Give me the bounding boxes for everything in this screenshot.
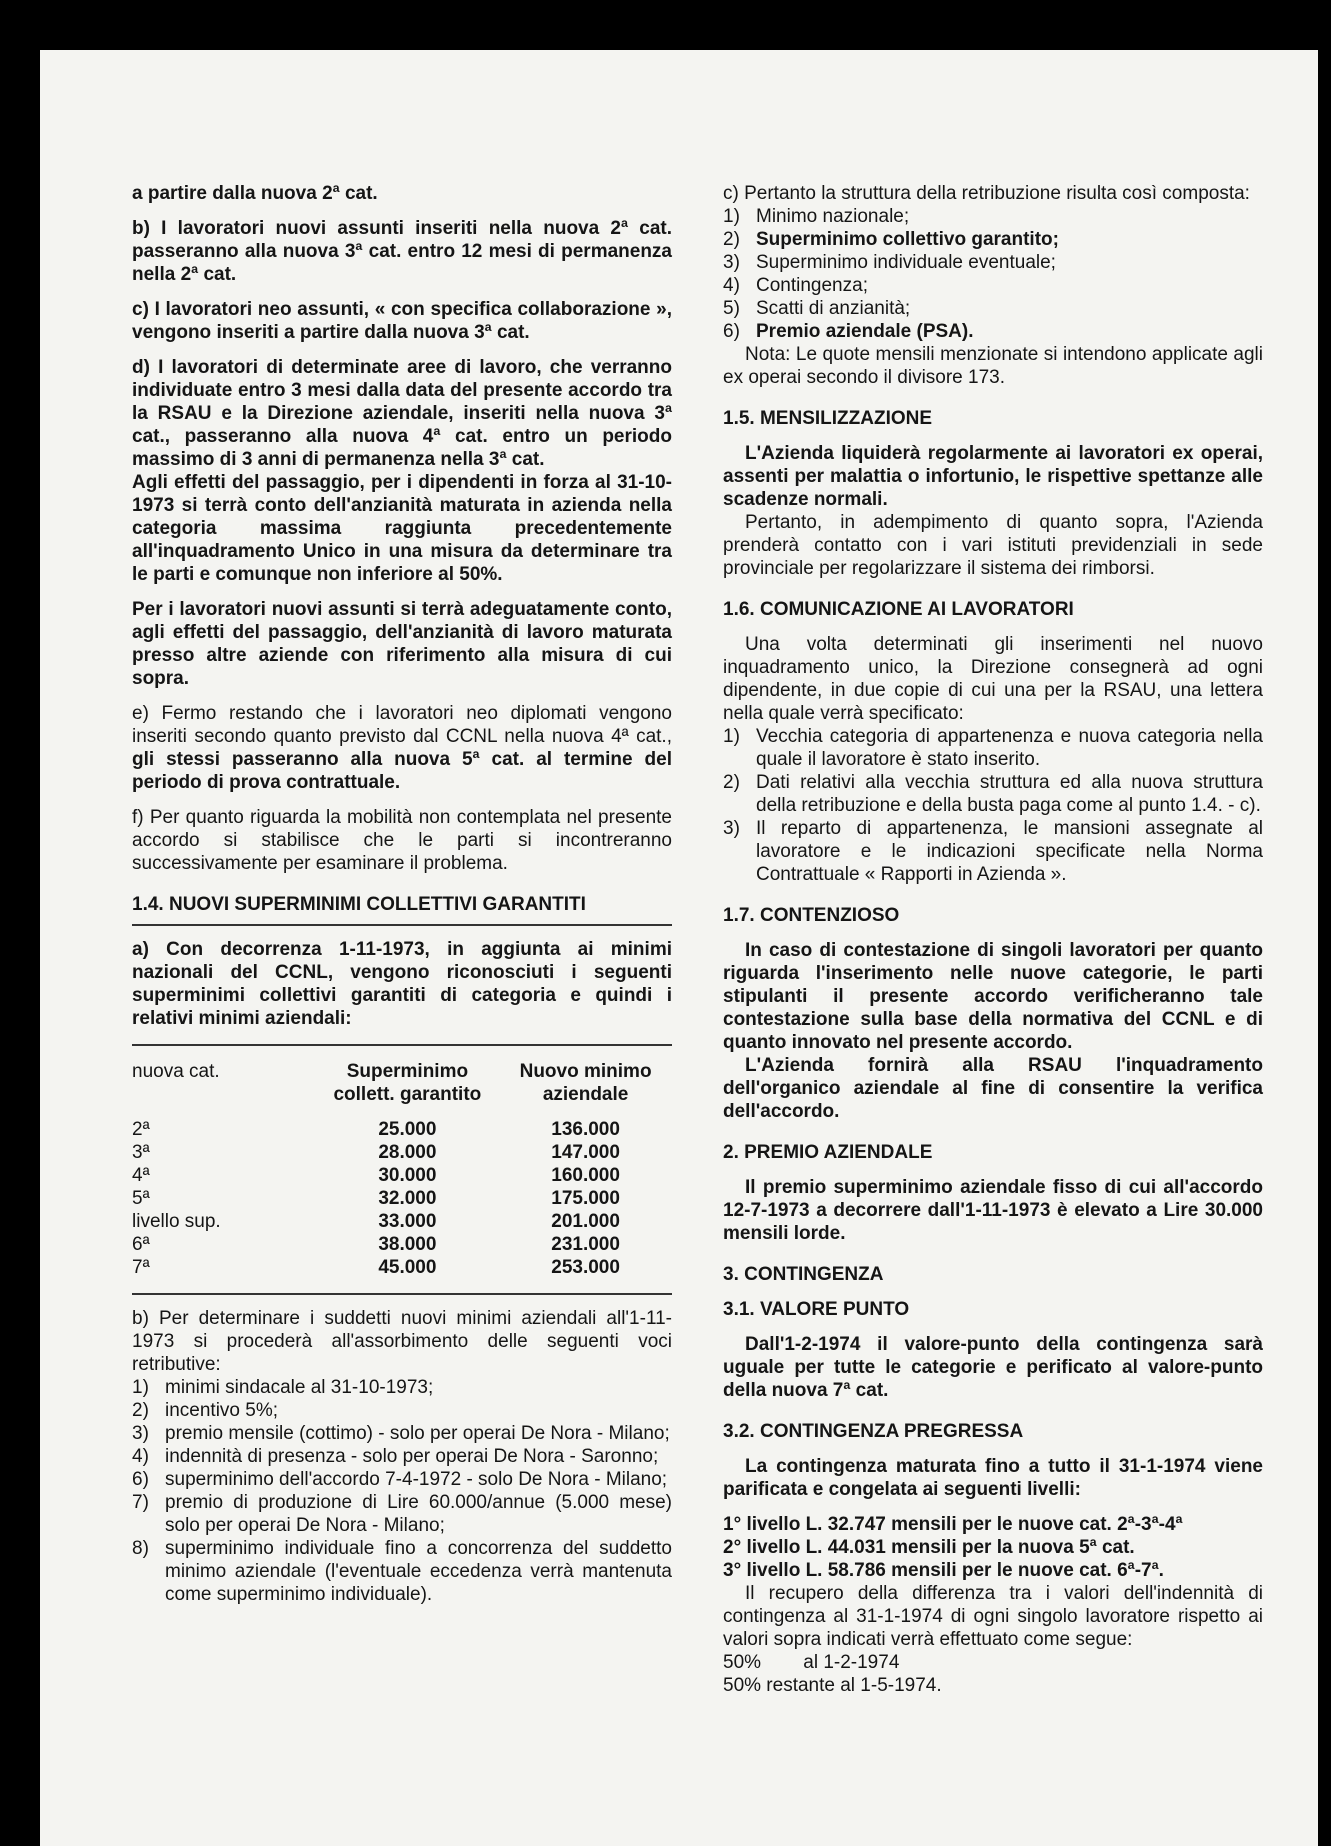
list-number: 1) — [723, 206, 740, 227]
list-item — [723, 251, 1263, 274]
list-item — [723, 274, 1263, 297]
list-text: premio di produzione di Lire 60.000/annue (5.000 mese) solo per operai De Nora - Milano; — [165, 1492, 672, 1536]
list-number: 4) — [723, 275, 740, 296]
left-p5: Agli effetti del passaggio, per i dipendenti in forza al 31-10-1973 si terrà conto dell'anzianità maturata in azienda nella categoria massima raggiunta precedentemente all'inquadramento Unico in una misura da determinare tra le parti e comunque non inferiore al 50%. — [132, 472, 672, 585]
list-text: superminimo dell'accordo 7-4-1972 - solo De Nora - Milano; — [165, 1469, 668, 1490]
comunicazione-list — [723, 725, 1263, 886]
right-p9: Dall'1-2-1974 il valore-punto della contingenza sarà uguale per tutte le categorie e perificato al valore-punto della nuova 7ª cat. — [723, 1334, 1263, 1401]
list-number: 3) — [723, 818, 740, 839]
list-text: Dati relativi alla vecchia struttura ed alla nuova struttura della retribuzione e della busta paga come al punto 1.4. - c). — [756, 772, 1263, 816]
list-text: indennità di presenza - solo per operai De Nora - Saronno; — [165, 1446, 659, 1467]
cell-superminimo: 25.000 — [378, 1119, 437, 1140]
cell-superminimo: 32.000 — [378, 1188, 437, 1209]
left-column — [132, 182, 672, 1606]
table-row — [132, 1210, 672, 1233]
list-number: 1) — [723, 726, 740, 747]
cell-cat: 3ª — [132, 1142, 150, 1163]
heading-3-2: 3.2. CONTINGENZA PREGRESSA — [723, 1421, 1024, 1442]
cell-minimo: 201.000 — [551, 1211, 620, 1232]
list-item — [723, 817, 1263, 886]
right-p8: Il premio superminimo aziendale fisso di cui all'accordo 12-7-1973 a decorrere dall'1-11-1973 è elevato a Lire 30.000 mensili lorde. — [723, 1177, 1263, 1244]
cell-cat: 6ª — [132, 1234, 150, 1255]
list-item — [132, 1445, 672, 1468]
cell-superminimo: 45.000 — [378, 1257, 437, 1278]
left-p3: c) I lavoratori neo assunti, « con specifica collaborazione », vengono inseriti a partire dalla nuova 3ª cat. — [132, 299, 672, 343]
list-item — [132, 1537, 672, 1606]
table-row — [132, 1164, 672, 1187]
heading-1-5: 1.5. MENSILIZZAZIONE — [723, 408, 933, 429]
list-number: 8) — [132, 1538, 149, 1559]
list-number: 2) — [132, 1400, 149, 1421]
left-p10: b) Per determinare i suddetti nuovi minimi aziendali all'1-11-1973 si procederà all'assorbimento delle seguenti voci retributive: — [132, 1308, 672, 1375]
cell-cat: 2ª — [132, 1119, 150, 1140]
heading-2: 2. PREMIO AZIENDALE — [723, 1142, 933, 1163]
list-item — [723, 320, 1263, 343]
table-row — [132, 1233, 672, 1256]
list-number: 2) — [723, 772, 740, 793]
cell-minimo: 136.000 — [551, 1119, 620, 1140]
list-item — [132, 1468, 672, 1491]
cell-minimo: 253.000 — [551, 1257, 620, 1278]
left-p7-a: e) Fermo restando che i lavoratori neo diplomati vengono inseriti secondo quanto previsto dal CCNL nella nuova 4ª cat., — [132, 703, 672, 747]
right-p11: Il recupero della differenza tra i valori dell'indennità di contingenza al 31-1-1974 di ogni singolo lavoratore rispetto ai valori sopra indicati verrà effettuato come segue: — [723, 1583, 1263, 1650]
assorbimento-list — [132, 1376, 672, 1606]
list-item — [723, 228, 1263, 251]
right-p4: Pertanto, in adempimento di quanto sopra, l'Azienda prenderà contatto con i vari istituti previdenziali in sede provinciale per regolarizzare il sistema dei rimborsi. — [723, 512, 1263, 579]
list-number: 2) — [723, 229, 740, 250]
list-text: Premio aziendale (PSA). — [756, 321, 974, 342]
struttura-list — [723, 205, 1263, 343]
cell-minimo: 175.000 — [551, 1188, 620, 1209]
col-header-minimo: Nuovo minimo aziendale — [519, 1061, 652, 1105]
cell-minimo: 147.000 — [551, 1142, 620, 1163]
list-text: Superminimo collettivo garantito; — [756, 229, 1059, 250]
heading-3-1: 3.1. VALORE PUNTO — [723, 1299, 910, 1320]
list-item — [723, 771, 1263, 817]
list-text: Vecchia categoria di appartenenza e nuova categoria nella quale il lavoratore è stato inserito. — [756, 726, 1263, 770]
recupero-1: 50% al 1-2-1974 — [723, 1652, 900, 1673]
table-bottom-rule — [132, 1293, 672, 1295]
right-p7: L'Azienda fornirà alla RSAU l'inquadramento dell'organico aziendale al fine di consentire la verifica dell'accordo. — [723, 1055, 1263, 1122]
list-text: Minimo nazionale; — [756, 206, 910, 227]
left-p2: b) I lavoratori nuovi assunti inseriti nella nuova 2ª cat. passeranno alla nuova 3ª cat. entro 12 mesi di permanenza nella 2ª cat. — [132, 218, 672, 285]
cell-minimo: 160.000 — [551, 1165, 620, 1186]
table-row — [132, 1141, 672, 1164]
list-number: 1) — [132, 1377, 149, 1398]
left-p1: a partire dalla nuova 2ª cat. — [132, 183, 378, 204]
livello-2: 2° livello L. 44.031 mensili per la nuova 5ª cat. — [723, 1537, 1135, 1558]
list-item — [132, 1376, 672, 1399]
list-number: 5) — [723, 298, 740, 319]
right-p6: In caso di contestazione di singoli lavoratori per quanto riguarda l'inserimento nelle nuove categorie, le parti stipulanti il presente accordo verificheranno tale contestazione sulla base della normativa del CCNL e di quanto innovato nel presente accordo. — [723, 940, 1263, 1053]
heading-rule — [132, 924, 672, 926]
livello-1: 1° livello L. 32.747 mensili per le nuove cat. 2ª-3ª-4ª — [723, 1514, 1183, 1535]
list-text: premio mensile (cottimo) - solo per operai De Nora - Milano; — [165, 1423, 670, 1444]
list-number: 4) — [132, 1446, 149, 1467]
cell-superminimo: 38.000 — [378, 1234, 437, 1255]
left-p9: a) Con decorrenza 1-11-1973, in aggiunta ai minimi nazionali del CCNL, vengono riconosciuti i seguenti superminimi collettivi garantiti di categoria e quindi i relativi minimi aziendali: — [132, 939, 672, 1029]
cell-cat: 7ª — [132, 1257, 150, 1278]
col-header-superminimo: Superminimo collett. garantito — [333, 1061, 482, 1105]
heading-1-7: 1.7. CONTENZIOSO — [723, 905, 900, 926]
list-text: Superminimo individuale eventuale; — [756, 252, 1056, 273]
list-number: 6) — [132, 1469, 149, 1490]
list-number: 7) — [132, 1492, 149, 1513]
list-item — [723, 297, 1263, 320]
superminimi-table — [132, 1060, 672, 1279]
list-text: Contingenza; — [756, 275, 868, 296]
table-top-rule — [132, 1044, 672, 1046]
table-row — [132, 1256, 672, 1279]
right-p3: L'Azienda liquiderà regolarmente ai lavoratori ex operai, assenti per malattia o infortunio, le rispettive spettanze alle scadenze normali. — [723, 443, 1263, 510]
list-item — [723, 725, 1263, 771]
list-item — [132, 1491, 672, 1537]
left-p4: d) I lavoratori di determinate aree di lavoro, che verranno individuate entro 3 mesi dalla data del presente accordo tra la RSAU e la Direzione aziendale, inseriti nella nuova 3ª cat., passeranno alla nuova 4ª cat. entro un periodo massimo di 3 anni di permanenza nella 3ª cat. — [132, 357, 672, 470]
left-p6: Per i lavoratori nuovi assunti si terrà adeguatamente conto, agli effetti del passaggio, dell'anzianità di lavoro maturata presso altre aziende con riferimento alla misura di cui sopra. — [132, 599, 672, 689]
list-item — [132, 1422, 672, 1445]
right-column — [723, 182, 1263, 1697]
list-text: incentivo 5%; — [165, 1400, 279, 1421]
list-text: minimi sindacale al 31-10-1973; — [165, 1377, 434, 1398]
list-text: Scatti di anzianità; — [756, 298, 911, 319]
cell-cat: 4ª — [132, 1165, 150, 1186]
cell-cat: 5ª — [132, 1188, 150, 1209]
left-p7-b: gli stessi passeranno alla nuova 5ª cat. al termine del periodo di prova contrattuale. — [132, 749, 672, 793]
livello-3: 3° livello L. 58.786 mensili per le nuove cat. 6ª-7ª. — [723, 1560, 1164, 1581]
list-number: 3) — [723, 252, 740, 273]
cell-superminimo: 28.000 — [378, 1142, 437, 1163]
left-p7 — [132, 702, 672, 794]
list-number: 6) — [723, 321, 740, 342]
list-text: superminimo individuale fino a concorrenza del suddetto minimo aziendale (l'eventuale eccedenza verrà mantenuta come superminimo individuale). — [165, 1538, 672, 1605]
cell-cat: livello sup. — [132, 1211, 221, 1232]
cell-superminimo: 30.000 — [378, 1165, 437, 1186]
right-p5: Una volta determinati gli inserimenti nel nuovo inquadramento unico, la Direzione consegnerà ad ogni dipendente, in due copie di cui una per la RSAU, una lettera nella quale verrà specificato: — [723, 634, 1263, 724]
right-p2: Nota: Le quote mensili menzionate si intendono applicate agli ex operai secondo il divisore 173. — [723, 344, 1263, 388]
col-header-cat: nuova cat. — [132, 1061, 220, 1082]
heading-1-4: 1.4. NUOVI SUPERMINIMI COLLETTIVI GARANTITI — [132, 894, 586, 915]
list-number: 3) — [132, 1423, 149, 1444]
table-row — [132, 1118, 672, 1141]
heading-1-6: 1.6. COMUNICAZIONE AI LAVORATORI — [723, 599, 1074, 620]
cell-superminimo: 33.000 — [378, 1211, 437, 1232]
table-row — [132, 1187, 672, 1210]
recupero-2: 50% restante al 1-5-1974. — [723, 1675, 942, 1696]
list-item — [132, 1399, 672, 1422]
right-p10: La contingenza maturata fino a tutto il 31-1-1974 viene parificata e congelata ai seguenti livelli: — [723, 1456, 1263, 1500]
heading-3: 3. CONTINGENZA — [723, 1264, 884, 1285]
list-text: Il reparto di appartenenza, le mansioni assegnate al lavoratore e le indicazioni specificate nella Norma Contrattuale « Rapporti in Azienda ». — [756, 818, 1263, 885]
list-item — [723, 205, 1263, 228]
left-p8: f) Per quanto riguarda la mobilità non contemplata nel presente accordo si stabilisce che le parti si incontreranno successivamente per esaminare il problema. — [132, 807, 672, 874]
right-p1: c) Pertanto la struttura della retribuzione risulta così composta: — [723, 183, 1250, 204]
cell-minimo: 231.000 — [551, 1234, 620, 1255]
